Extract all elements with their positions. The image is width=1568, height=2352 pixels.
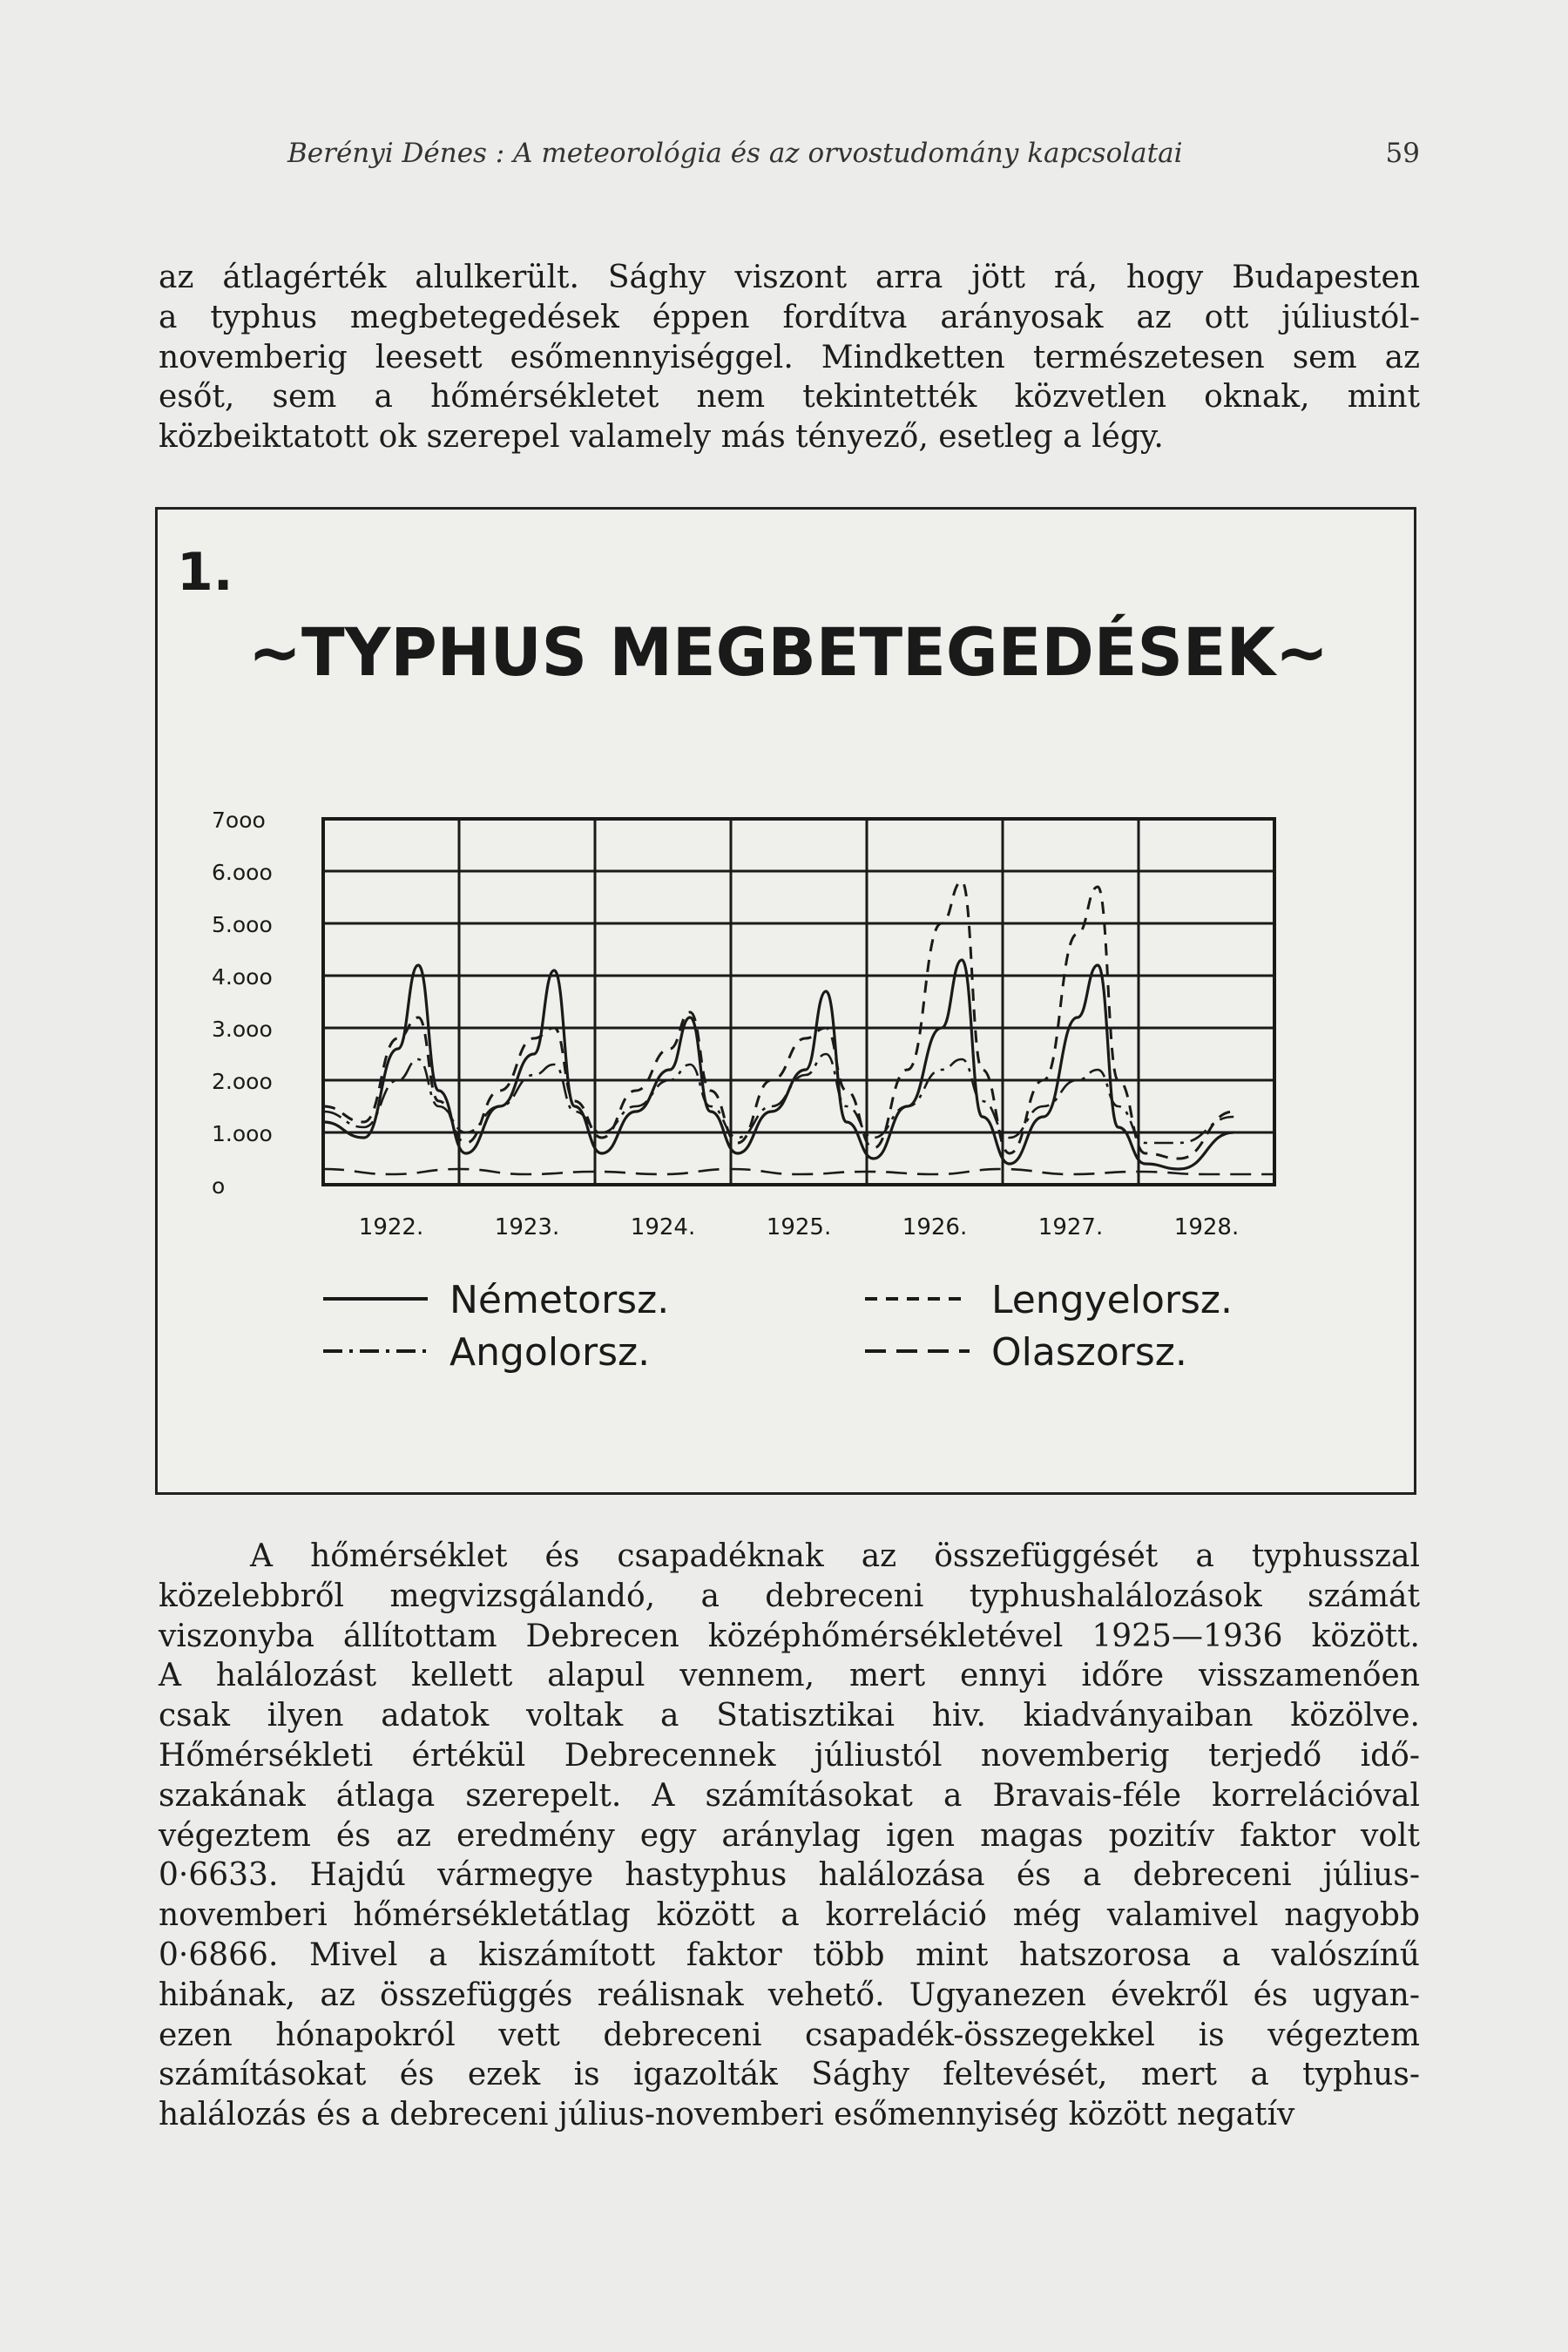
legend-label: Olaszorsz.	[991, 1330, 1187, 1375]
typhus-chart	[158, 510, 1419, 1497]
figure-number: 1.	[177, 542, 233, 603]
paragraph-line: ezen hónapokról vett debreceni csapadék-összegekkel is végeztem	[159, 2017, 1420, 2053]
y-tick-label: 3.ooo	[212, 1017, 273, 1042]
y-tick-label: 6.ooo	[212, 860, 273, 885]
y-tick-label: 7ooo	[212, 808, 266, 833]
paragraph-2	[159, 1537, 1420, 2135]
paragraph-line: esőt, sem a hőmérsékletet nem tekintették közvetlen oknak, mint	[159, 379, 1420, 416]
legend-label: Angolorsz.	[449, 1330, 651, 1375]
paragraph-line: szakának átlaga szerepelt. A számításokat a Bravais-féle korrelációval	[159, 1777, 1420, 1814]
y-tick-label: 5.ooo	[212, 912, 273, 937]
paragraph-line: viszonyba állítottam Debrecen középhőmérsékletével 1925—1936 között.	[159, 1618, 1420, 1654]
x-tick-label: 1922.	[358, 1214, 424, 1240]
chart-title: ~TYPHUS MEGBETEGEDÉSEK~	[248, 613, 1328, 691]
paragraph-line: 0·6866. Mivel a kiszámított faktor több mint hatszorosa a valószínű	[159, 1936, 1420, 1973]
running-header	[287, 138, 1420, 172]
legend	[323, 1278, 1233, 1375]
y-tick-label: 1.ooo	[212, 1121, 273, 1146]
paragraph-line: a typhus megbetegedések éppen fordítva arányosak az ott júliustól-	[159, 299, 1420, 335]
x-tick-label: 1927.	[1037, 1214, 1104, 1240]
paragraph-line: 0·6633. Hajdú vármegye hastyphus halálozása és a debreceni július-	[159, 1857, 1420, 1894]
legend-label: Lengyelorsz.	[991, 1278, 1233, 1322]
x-tick-label: 1925.	[766, 1214, 832, 1240]
plot-frame	[323, 819, 1274, 1185]
y-tick-label: 2.ooo	[212, 1069, 273, 1094]
paragraph-line: hibának, az összefüggés reálisnak vehető. Ugyanezen évekről és ugyan-	[159, 1977, 1420, 2013]
y-tick-label: o	[212, 1173, 226, 1199]
page-number: 59	[1385, 138, 1420, 169]
x-tick-label: 1928.	[1173, 1214, 1240, 1240]
paragraph-line: csak ilyen adatok voltak a Statisztikai hiv. kiadványaiban közölve.	[159, 1698, 1420, 1734]
paragraph-line: az átlagérték alulkerült. Sághy viszont arra jött rá, hogy Budapesten	[159, 260, 1420, 295]
paragraph-line: közelebbről megvizsgálandó, a debreceni typhushalálozások számát	[159, 1578, 1420, 1614]
grid	[323, 819, 1274, 1185]
paragraph-line: A halálozást kellett alapul vennem, mert ennyi időre visszamenően	[159, 1658, 1420, 1694]
paragraph-line: halálozás és a debreceni július-novemberi esőmennyiség között negatív	[159, 2097, 1295, 2133]
x-tick-label: 1923.	[494, 1214, 560, 1240]
y-tick-label: 4.ooo	[212, 964, 273, 990]
paragraph-line: számításokat és ezek is igazolták Sághy feltevését, mert a typhus-	[159, 2057, 1420, 2093]
paragraph-line: közbeiktatott ok szerepel valamely más tényező, esetleg a légy.	[159, 419, 1164, 456]
axis-labels	[212, 808, 1239, 1240]
paragraph-line: Hőmérsékleti értékül Debrecennek júliustól novemberig terjedő idő-	[159, 1737, 1420, 1774]
paragraph-line: novemberig leesett esőmennyiséggel. Mindketten természetesen sem az	[159, 339, 1420, 375]
running-title: Berényi Dénes : A meteorológia és az orvostudomány kapcsolatai	[287, 138, 1183, 169]
paragraph-line: A hőmérséklet és csapadéknak az összefüggését a typhusszal	[250, 1538, 1420, 1574]
x-tick-label: 1924.	[630, 1214, 696, 1240]
typhus-chart-figure	[155, 507, 1416, 1495]
paragraph-1	[159, 258, 1420, 457]
paragraph-line: novemberi hőmérsékletátlag között a korreláció még valamivel nagyobb	[159, 1897, 1420, 1934]
series-line	[323, 1169, 1274, 1174]
paragraph-line: végeztem és az eredmény egy aránylag igen magas pozitív faktor volt	[159, 1817, 1420, 1854]
x-tick-label: 1926.	[902, 1214, 968, 1240]
legend-label: Németorsz.	[449, 1278, 670, 1322]
